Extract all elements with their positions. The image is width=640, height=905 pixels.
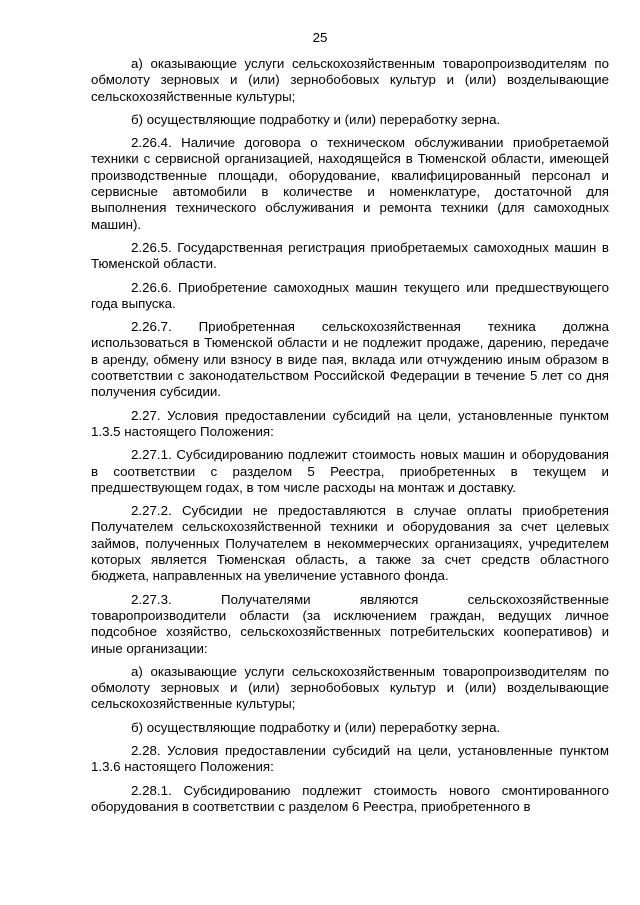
paragraph: 2.27.2. Субсидии не предоставляются в случае оплаты приобретения Получателем сельскохозяйственной техники и оборудования за счет целевых займов, полученных Получателем в некоммерческих организациях, учредителем которых является Тюменская область, а также за счет средств областного бюджета, направленных на увеличение уставного фонда.: [91, 503, 609, 584]
paragraph: 2.26.5. Государственная регистрация приобретаемых самоходных машин в Тюменской области.: [91, 239, 609, 272]
paragraph: 2.26.4. Наличие договора о техническом обслуживании приобретаемой техники с сервисной организацией, находящейся в Тюменской области, имеющей производственные площади, оборудование, квалифицированный персонал и сервисные автомобили в количестве и номенклатуре, достаточной для выполнения технического обслуживания и ремонта техники (для самоходных машин).: [91, 135, 609, 232]
paragraph: 2.26.6. Приобретение самоходных машин текущего или предшествующего года выпуска.: [91, 279, 609, 311]
paragraph: а) оказывающие услуги сельскохозяйственным товаропроизводителям по обмолоту зерновых и (или) зернобобовых культур и (или) возделывающие сельскохозяйственные культуры;: [91, 56, 609, 104]
paragraph: 2.27.3. Получателями являются сельскохозяйственные товаропроизводители области (за исключением граждан, ведущих личное подсобное хозяйство, сельскохозяйственных потребительских кооперативов) и иные организации:: [91, 591, 609, 656]
paragraph: б) осуществляющие подработку и (или) переработку зерна.: [131, 111, 501, 127]
document-body: [91, 56, 609, 822]
paragraph: а) оказывающие услуги сельскохозяйственным товаропроизводителям по обмолоту зерновых и (или) зернобобовых культур и (или) возделывающие сельскохозяйственные культуры;: [91, 663, 609, 712]
page-number: 25: [312, 30, 328, 45]
paragraph: 2.26.7. Приобретенная сельскохозяйственная техника должна использоваться в Тюменской области и не подлежит продаже, дарению, передаче в аренду, обмену или взносу в виде пая, вклада или отчуждению иным образом в соответствии с законодательством Российской Федерации в течение 5 лет со дня получения субсидии.: [91, 319, 609, 400]
paragraph: 2.28.1. Субсидированию подлежит стоимость нового смонтированного оборудования в соответствии с разделом 6 Реестра, приобретенного в: [91, 782, 609, 814]
paragraph: 2.27.1. Субсидированию подлежит стоимость новых машин и оборудования в соответствии с разделом 5 Реестра, приобретенных в текущем и предшествующем годах, в том числе расходы на монтаж и доставку.: [91, 447, 609, 495]
paragraph: 2.28. Условия предоставлении субсидий на цели, установленные пунктом 1.3.6 настоящего Положения:: [91, 742, 609, 775]
paragraph: б) осуществляющие подработку и (или) переработку зерна.: [131, 719, 501, 735]
paragraph: 2.27. Условия предоставлении субсидий на цели, установленные пунктом 1.3.5 настоящего Положения:: [91, 407, 609, 439]
